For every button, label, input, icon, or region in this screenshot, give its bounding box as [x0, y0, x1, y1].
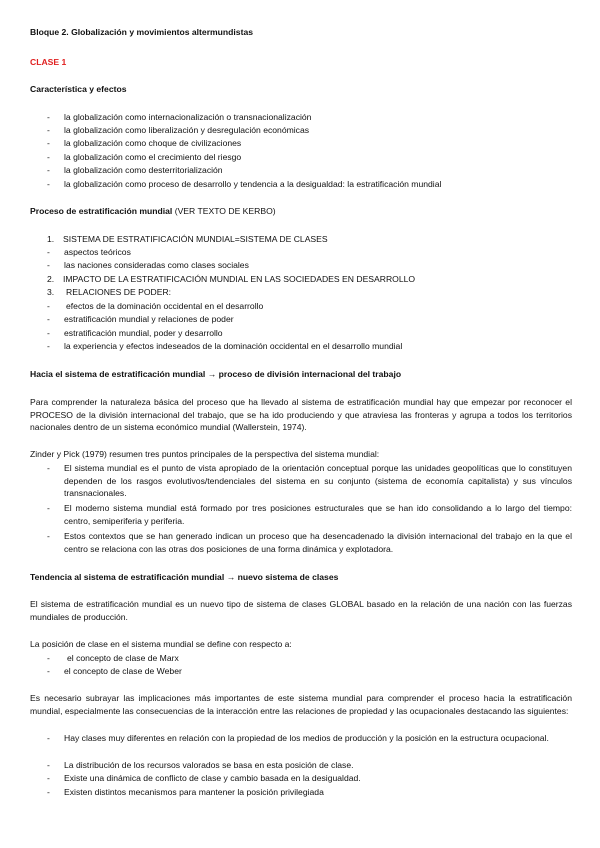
list-item: Hay clases muy diferentes en relación con la propiedad de los medios de producción y la posición en la estructura ocupacional. — [64, 733, 549, 743]
paragraph: El sistema de estratificación mundial es un nuevo tipo de sistema de clases GLOBAL basado en la relación de una nación con las fuerzas mundiales de producción. — [30, 599, 572, 622]
bullet-mark: - — [47, 503, 50, 513]
bullet-mark: - — [47, 531, 50, 541]
paragraph: Para comprender la naturaleza básica del proceso que ha llevado al sistema de estratificación mundial hay que empezar por reconocer el PROCESO de la división internacional del trabajo, que se ha ido produciendo y que atraviesa las fronteras y agrupa a todos los territorios nacionales dentro de un sistema económico mundial (Wallerstein, 1974). — [30, 397, 572, 432]
section-heading-tendencia: Tendencia al sistema de estratificación mundial → nuevo sistema de clases — [30, 572, 339, 582]
list-item: El moderno sistema mundial está formado por tres posiciones estructurales que se han ido consolidando a lo largo del tiempo: centro, semiperiferia y periferia. — [64, 503, 572, 526]
document-title: Bloque 2. Globalización y movimientos altermundistas — [30, 27, 254, 37]
bullet-mark: - — [47, 733, 50, 743]
paragraph-intro: Zinder y Pick (1979) resumen tres puntos principales de la perspectiva del sistema mundial: — [30, 449, 380, 459]
class-label: CLASE 1 — [30, 57, 67, 67]
section-heading-caracteristicas: Característica y efectos — [30, 84, 127, 94]
list-item: Estos contextos que se han generado indican un proceso que ha desencadenado la división internacional del trabajo en la que el centro se relaciona con las otras dos posiciones de una forma dinámica y explotadora. — [64, 531, 572, 554]
paragraph: Es necesario subrayar las implicaciones más importantes de este sistema mundial para comprender el proceso hacia la estratificación mundial, especialmente las consecuencias de la interacción entre las relaciones de propiedad y las ocupacionales destacando las siguientes: — [30, 693, 572, 716]
bullet-mark: - — [47, 463, 50, 473]
paragraph-intro: La posición de clase en el sistema mundial se define con respecto a: — [30, 639, 292, 649]
section-heading-hacia: Hacia el sistema de estratificación mundial → proceso de división internacional del trabajo — [30, 369, 402, 379]
section-heading-proceso: Proceso de estratificación mundial (VER TEXTO DE KERBO) — [30, 206, 276, 216]
list-item: El sistema mundial es el punto de vista apropiado de la orientación conceptual porque las unidades geopolíticas que lo constituyen dependen de los rasgos evolutivos/tendenciales del sistema en su conjunto (sistema de economía capitalista) y sus vínculos transnacionales. — [64, 463, 572, 498]
